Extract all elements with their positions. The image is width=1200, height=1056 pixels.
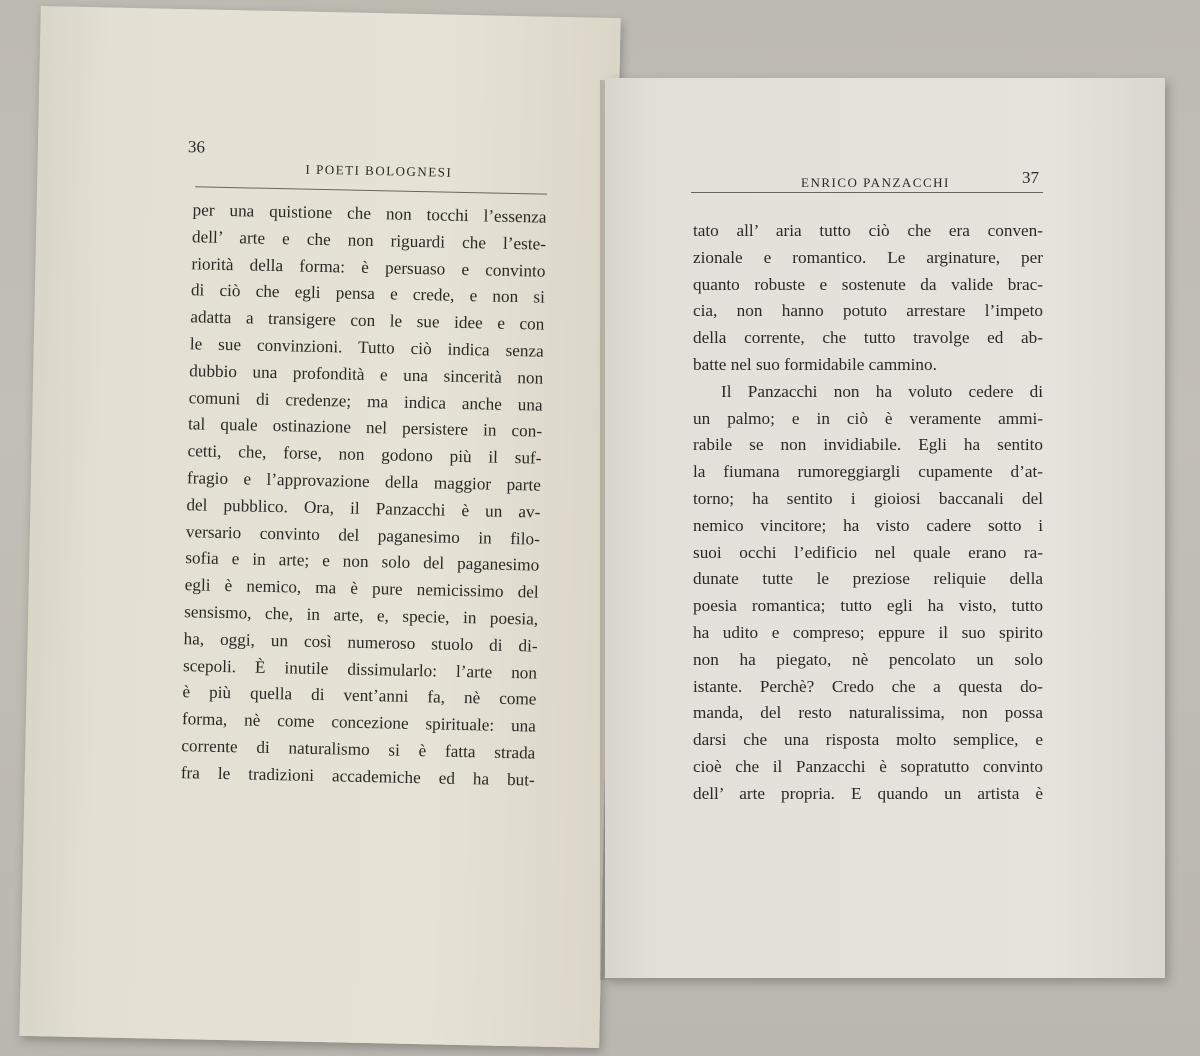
text-line: comuni di credenze; ma indica anche una: [188, 387, 543, 415]
text-line: non ha piegato, nè pencolato un solo: [693, 649, 1043, 669]
text-line: scepoli. È inutile dissimularlo: l’arte non: [182, 655, 538, 683]
page-number: 37: [1022, 168, 1039, 187]
text-line: istante. Perchè? Credo che a questa do-: [693, 676, 1043, 696]
body-text: [181, 197, 547, 794]
text-line: tato all’ aria tutto ciò che era conven-: [693, 221, 1043, 240]
running-head: I POETI BOLOGNESI: [305, 161, 453, 180]
text-line: egli è nemico, ma è pure nemicissimo del: [184, 575, 539, 602]
text-line: fra le tradizioni accademiche ed ha but-: [180, 762, 535, 790]
text-line: dubbio una profondità e una sincerità non: [189, 361, 544, 388]
running-head: ENRICO PANZACCHI: [801, 175, 950, 190]
text-line: cioè che il Panzacchi è sopratutto convinto: [693, 756, 1043, 776]
text-line: dell’ arte e che non riguardi che l’este-: [191, 227, 547, 254]
text-line: fragio e l’approvazione della maggior parte: [186, 468, 542, 495]
text-line: di ciò che egli pensa e crede, e non si: [190, 280, 546, 308]
text-line: ha, oggi, un così numeroso stuolo di di-: [183, 628, 538, 656]
right-page: [605, 78, 1165, 978]
left-page: [19, 6, 620, 1048]
text-line: versario convinto del paganesimo in filo-: [185, 521, 541, 549]
body-text: [693, 218, 1043, 808]
text-line: adatta a transigere con le sue idee e con: [190, 307, 545, 334]
text-line: Il Panzacchi non ha voluto cedere di: [721, 381, 1043, 401]
text-line: suoi occhi l’edificio nel quale erano ra-: [693, 542, 1043, 562]
text-line: per una quistione che non tocchi l’essenza: [192, 200, 547, 227]
text-line: è più quella di vent’anni fa, nè come: [182, 682, 537, 709]
text-line: della corrente, che tutto travolge ed ab-: [693, 328, 1043, 348]
text-line: ha udito e compreso; eppure il suo spirito: [693, 622, 1043, 642]
text-line: poesia romantica; tutto egli ha visto, tutto: [693, 596, 1043, 616]
page-number: 36: [187, 137, 206, 157]
text-line: rabile se non invidiabile. Egli ha sentito: [693, 435, 1043, 455]
text-line: darsi che una risposta molto semplice, e: [693, 730, 1043, 750]
header-rule: [691, 192, 1043, 193]
text-line: dunate tutte le preziose reliquie della: [693, 569, 1043, 589]
text-line: torno; ha sentito i gioiosi baccanali del: [693, 488, 1043, 508]
text-line: dell’ arte propria. E quando un artista è: [693, 783, 1043, 803]
text-line: cia, non hanno potuto arrestare l’impeto: [693, 301, 1043, 321]
text-line: cetti, che, forse, non godono più il suf-: [187, 441, 542, 468]
text-line: batte nel suo formidabile cammino.: [693, 354, 937, 374]
text-line: manda, del resto naturalissima, non possa: [693, 703, 1043, 723]
text-line: tal quale ostinazione nel persistere in con-: [187, 414, 543, 442]
text-line: del pubblico. Ora, il Panzacchi è un av-: [186, 494, 541, 522]
text-line: la fiumana rumoreggiargli cupamente d’at-: [693, 462, 1043, 482]
text-line: corrente di naturalismo si è fatta strada: [181, 736, 536, 763]
text-line: sensismo, che, in arte, e, specie, in poesia,: [183, 602, 539, 629]
text-line: nemico vincitore; ha visto cadere sotto i: [693, 515, 1043, 535]
text-line: le sue convinzioni. Tutto ciò indica senza: [189, 334, 544, 361]
text-line: sofia e in arte; e non solo del paganesimo: [185, 548, 540, 575]
text-line: quanto robuste e sostenute da valide brac-: [693, 274, 1043, 294]
text-line: zionale e romantico. Le arginature, per: [693, 247, 1043, 267]
text-line: un palmo; e in ciò è veramente ammi-: [693, 408, 1043, 428]
text-line: forma, nè come concezione spirituale: una: [181, 709, 537, 736]
text-line: riorità della forma: è persuaso e convinto: [191, 253, 546, 281]
header-rule: [195, 186, 547, 194]
